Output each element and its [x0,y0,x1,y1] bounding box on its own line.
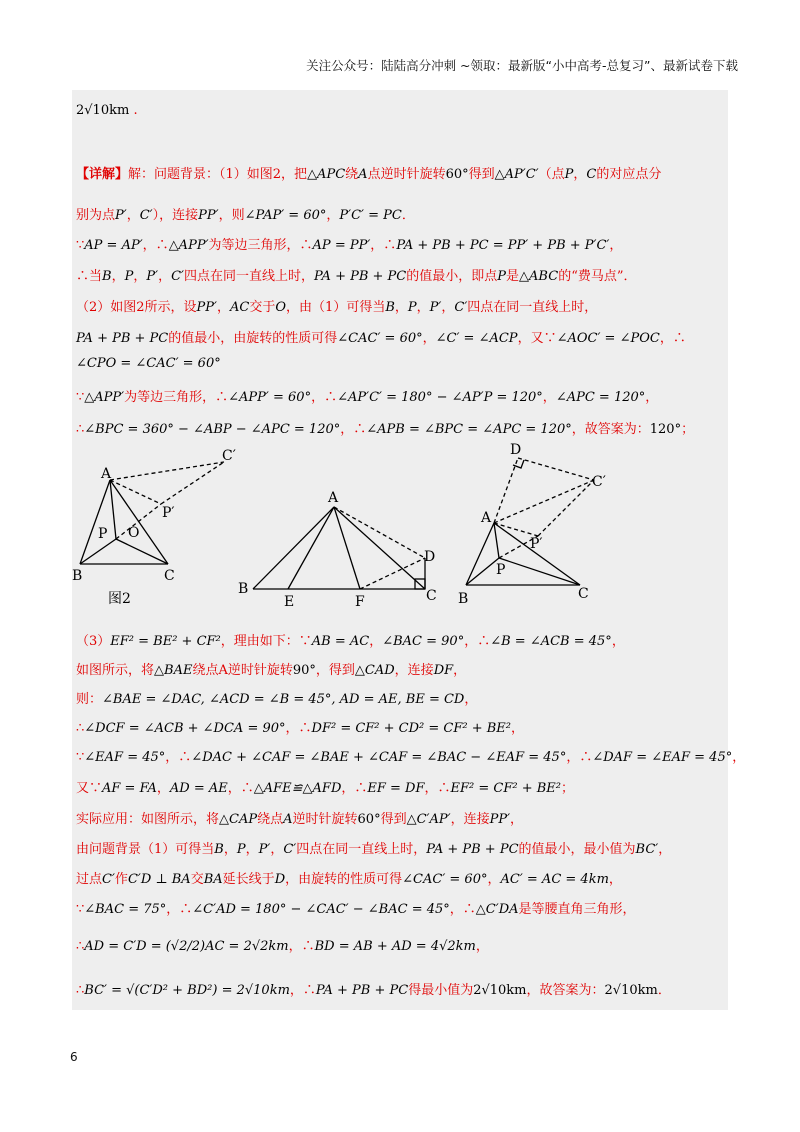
text-line [76,418,724,437]
math-expression: BC′ [635,842,659,857]
text-line [76,688,724,707]
math-expression: PA + PB + PC = PP′ + PB + P′C′ [396,238,610,253]
text-line [76,808,724,827]
text-segment: ； [561,781,575,796]
page-number: 6 [70,1050,78,1064]
text-segment: ，又∵ [517,331,557,346]
text-segment: ∴ [76,939,85,954]
text-segment: （3） [76,634,111,649]
text-segment: ， [126,208,140,223]
text-segment: ∵ [76,902,85,917]
text-segment: 120° [649,422,682,437]
math-expression: △ABC [519,269,559,284]
text-segment: ， [422,331,436,346]
math-expression: PP′ [489,812,511,827]
math-expression: B [385,300,395,315]
math-expression: ∠BAE = ∠DAC, ∠ACD = ∠B = 45°, AD = AE, BE = CD [102,692,465,707]
math-expression: P [564,167,574,182]
text-segment: 四点在同一直线上时， [467,300,598,315]
math-expression: ∠BAC = 90° [382,634,465,649]
text-segment: 作 [114,872,128,887]
text-segment: 交 [190,872,204,887]
text-segment: ， [245,842,259,857]
math-expression: ∠APP′ = 60° [228,390,312,405]
math-expression: C′D ⊥ BA [127,872,191,887]
text-segment: ， [608,872,622,887]
fig1-label-B: B [72,568,83,584]
fig1-label-O: O [128,525,140,541]
math-expression: AD = C′D = (√2/2)AC = 2√2km [84,939,289,954]
text-segment: ，∴ [165,750,192,765]
fig3-label-Pprime: P′ [530,536,543,552]
text-line [76,898,724,917]
text-line [76,717,724,736]
text-segment: 延长线于 [222,872,275,887]
text-segment: 别为点 [76,208,116,223]
text-segment: ，则 [218,208,245,223]
math-expression: ∠DAF = ∠EAF = 45° [592,750,733,765]
math-expression: C′ [102,872,115,887]
text-segment: 2√10km [604,983,658,998]
text-segment: 的值最小，即点 [406,269,498,284]
text-segment: 60° [357,812,381,827]
math-expression: AC [230,300,250,315]
text-segment: 四点在同一直线上时， [183,269,314,284]
math-expression: P′ [429,300,442,315]
text-segment: ， [111,269,125,284]
math-expression: B [214,842,224,857]
math-expression: A [358,167,368,182]
text-segment: 交于 [249,300,276,315]
math-expression: ∠CPO = ∠CAC′ = 60° [76,356,221,371]
math-expression: D [274,872,286,887]
math-expression: ∠BPC = 360° − ∠ABP − ∠APC = 120° [84,422,341,437]
math-expression: ∠DAC + ∠CAF = ∠BAE + ∠CAF = ∠BAC − ∠EAF = 45° [191,750,567,765]
math-expression: PA + PB + PC [315,983,409,998]
text-segment: ， [158,269,172,284]
text-line [76,868,724,887]
math-expression: △BAE [154,663,193,678]
text-segment: 绕点A逆时针旋转 [192,663,293,678]
math-expression: P′ [146,269,159,284]
math-expression: C′ [454,300,468,315]
fig3-label-C: C [578,586,589,602]
text-line [76,163,724,182]
text-segment: 得到 [380,812,407,827]
math-expression: AP = PP′ [312,238,371,253]
math-expression: ∠APC = 120° [555,390,646,405]
text-segment: ， [475,939,489,954]
math-expression: O [275,300,287,315]
text-line [76,103,724,118]
geometry-figures [72,440,728,610]
math-expression: △C′AP′ [406,812,451,827]
math-expression: P [497,269,507,284]
text-line [76,746,746,765]
math-expression: EF² = CF² + BE² [450,781,561,796]
math-expression: P [236,842,246,857]
math-expression: △APP′ [168,238,209,253]
math-expression: BD = AB + AD = 4√2km [314,939,476,954]
math-expression: C [586,167,597,182]
text-segment: ， [573,167,587,182]
math-expression: BC′ = √(C′D² + BD²) = 2√10km [84,983,290,998]
text-segment: ， [441,300,455,315]
text-segment: （点 [538,167,565,182]
text-segment: ． [657,983,671,998]
fig3-label-P: P [496,562,506,578]
text-segment: 的值最小，由旋转的性质可得 [168,331,338,346]
text-segment: 为等边三角形，∴ [124,390,229,405]
fig2-label-E: E [284,594,295,610]
math-expression: EF = DF [367,781,425,796]
text-segment: ，∴ [289,983,316,998]
text-segment: ， [453,663,467,678]
math-expression: PP′ [198,208,219,223]
text-segment: 90° [292,663,316,678]
text-segment: 绕点 [257,812,284,827]
text-line [76,838,724,857]
math-expression: ∠C′ = ∠ACP [435,331,518,346]
fig1-label-Pprime: P′ [162,505,175,521]
text-segment: ， [542,390,556,405]
text-segment: 点逆时针旋转 [367,167,446,182]
text-line [76,386,724,405]
text-segment: ． [401,208,415,223]
text-segment: 由问题背景（1）可得当 [76,842,215,857]
text-segment: 2√10km [473,983,527,998]
math-expression: P [124,269,134,284]
text-segment: ，∴ [370,238,397,253]
text-line [76,327,724,346]
text-segment: ，由旋转的性质可得 [285,872,403,887]
text-segment: 逆时针旋转 [292,812,358,827]
text-segment: 2√10km [76,103,130,118]
text-segment: ， [369,634,383,649]
math-expression: A [283,812,293,827]
text-segment: ， [658,842,672,857]
text-segment: ，由（1）可得当 [286,300,386,315]
math-expression: P′ [115,208,127,223]
text-segment: ； [681,422,695,437]
math-expression: EF² = BE² + CF² [110,634,221,649]
math-expression: △AP′C′ [494,167,539,182]
math-expression: P′C′ = PC [339,208,402,223]
text-segment: 如图所示，将 [76,663,155,678]
text-segment: ，∴ [166,902,193,917]
text-segment: 的对应点分 [596,167,662,182]
math-expression: P′ [258,842,271,857]
fig2-label-C: C [426,588,437,604]
math-expression: ∠PAP′ = 60° [244,208,327,223]
text-segment: ，∴ [424,781,451,796]
text-segment: ），连接 [152,208,199,223]
fig2-label-D: D [424,549,436,565]
page-header: 关注公众号：陆陆高分冲刺 ~领取：最新版“小中高考-总复习”、最新试卷下载 [306,58,738,73]
text-segment: ∴ [76,983,85,998]
math-expression: ∠CAC′ = 60° [402,872,488,887]
text-line [76,979,724,998]
text-line [76,777,724,796]
math-expression: ∠C′AD = 180° − ∠CAC′ − ∠BAC = 45° [192,902,450,917]
fig1-label-P: P [98,526,108,542]
text-segment: . [129,103,138,118]
math-expression: ∠AOC′ = ∠POC [556,331,660,346]
math-expression: AB = AC [311,634,370,649]
text-segment: ∵ [76,390,85,405]
text-segment: 过点 [76,872,103,887]
math-expression: PP′ [196,300,217,315]
text-segment: ，故答案为： [571,422,650,437]
math-expression: C′ [283,842,297,857]
fig3-label-Cprime: C′ [592,474,606,490]
figure-2 [253,507,425,589]
text-segment: 绕 [345,167,359,182]
text-segment: 60° [445,167,469,182]
text-segment: 【详解】 [76,167,129,182]
text-segment: ， [416,300,430,315]
text-segment: 为等边三角形，∴ [208,238,313,253]
fig2-label-B: B [238,581,249,597]
math-expression: △AFE≌△AFD [253,781,342,796]
text-line [76,265,724,284]
text-segment: 又∵ [76,781,103,796]
text-line [76,234,724,253]
math-expression: AC′ = AC = 4km [500,872,609,887]
math-expression: BA [203,872,223,887]
text-segment: ， [510,812,524,827]
text-segment: ， [609,238,623,253]
fig3-label-D: D [510,442,522,458]
math-expression: DF [433,663,454,678]
math-expression: △C′DA [475,902,519,917]
text-line [76,296,724,315]
text-line [76,935,724,954]
text-segment: ， [611,634,625,649]
text-segment: 的“费马点”． [558,269,637,284]
text-segment: ， [326,208,340,223]
math-expression: ∠APB = ∠BPC = ∠APC = 120° [366,422,572,437]
figures-row [72,440,728,610]
fig3-label-B: B [458,591,469,607]
text-segment: ， [156,781,170,796]
math-expression: DF² = CF² + CD² = CF² + BE² [311,721,512,736]
text-segment: 得到 [468,167,495,182]
text-segment: ∵ [76,750,85,765]
text-segment: ，得到 [315,663,355,678]
text-segment: ， [217,300,231,315]
math-expression: AD = AE [169,781,228,796]
math-expression: B [102,269,112,284]
text-segment: ∵ [76,238,85,253]
text-segment: ∴ [76,422,85,437]
text-segment: ， [464,692,478,707]
text-segment: ，∴ [142,238,169,253]
text-segment: ，∴ [311,390,338,405]
text-segment: ， [732,750,746,765]
math-expression: ∠BAC = 75° [84,902,167,917]
fig1-label-Cprime: C′ [222,448,236,464]
text-segment: ， [487,872,501,887]
math-expression: ∠DCF = ∠ACB + ∠DCA = 90° [84,721,286,736]
text-line [76,630,724,649]
text-segment: ∴当 [76,269,103,284]
text-segment: ，连接 [450,812,490,827]
math-expression: PA + PB + PC [76,331,169,346]
math-expression: △CAD [354,663,395,678]
math-expression: AF = FA [102,781,157,796]
text-segment: 实际应用：如图所示，将 [76,812,220,827]
text-segment: ，∴ [464,634,491,649]
fig1-label-C: C [164,568,175,584]
text-segment: ，∴ [340,422,367,437]
math-expression: C′ [171,269,184,284]
fig2-label-F: F [355,594,365,610]
text-segment: ， [645,390,659,405]
math-expression: C′ [139,208,153,223]
text-segment: ， [223,842,237,857]
math-expression: △APP′ [84,390,125,405]
math-expression: ∠B = ∠ACB = 45° [490,634,612,649]
text-segment: 是 [506,269,520,284]
math-expression: △APC [307,167,346,182]
text-segment: ， [394,300,408,315]
fig2-label-A: A [328,490,339,506]
text-segment: ，∴ [227,781,254,796]
text-segment: 则： [76,692,103,707]
math-expression: ∠CAC′ = 60° [337,331,423,346]
text-segment: 的值最小，最小值为 [518,842,636,857]
text-segment: ，∴ [659,331,686,346]
math-expression: PA + PB + PC [314,269,407,284]
text-segment: 得最小值为 [408,983,474,998]
math-expression: P [407,300,417,315]
math-expression: ∠EAF = 45° [84,750,166,765]
text-segment: ，∴ [288,939,315,954]
fig1-label-A: A [101,466,112,482]
text-segment: ， [511,721,525,736]
text-segment: 是等腰直角三角形， [518,902,636,917]
text-segment: （2）如图2所示，设 [76,300,197,315]
text-segment: ，故答案为： [526,983,605,998]
text-segment: ，理由如下：∵ [220,634,312,649]
text-segment: ， [133,269,147,284]
fig1-caption: 图2 [108,591,131,607]
math-expression: ∠AP′C′ = 180° − ∠AP′P = 120° [337,390,543,405]
math-expression: PA + PB + PC [426,842,519,857]
text-segment: ，∴ [341,781,368,796]
fig3-label-A: A [481,510,492,526]
text-segment: ，∴ [285,721,312,736]
text-segment: 解：问题背景：（1）如图2，把 [128,167,308,182]
text-segment: 四点在同一直线上时， [296,842,427,857]
text-segment: ∴ [76,721,85,736]
text-segment: ，∴ [566,750,593,765]
math-expression: AP = AP′ [84,238,143,253]
text-segment: ， [270,842,284,857]
math-expression: △CAP [219,812,258,827]
text-line [76,204,724,223]
text-line [76,659,724,678]
text-segment: ，连接 [394,663,434,678]
text-segment: ，∴ [449,902,476,917]
text-line [76,356,724,371]
